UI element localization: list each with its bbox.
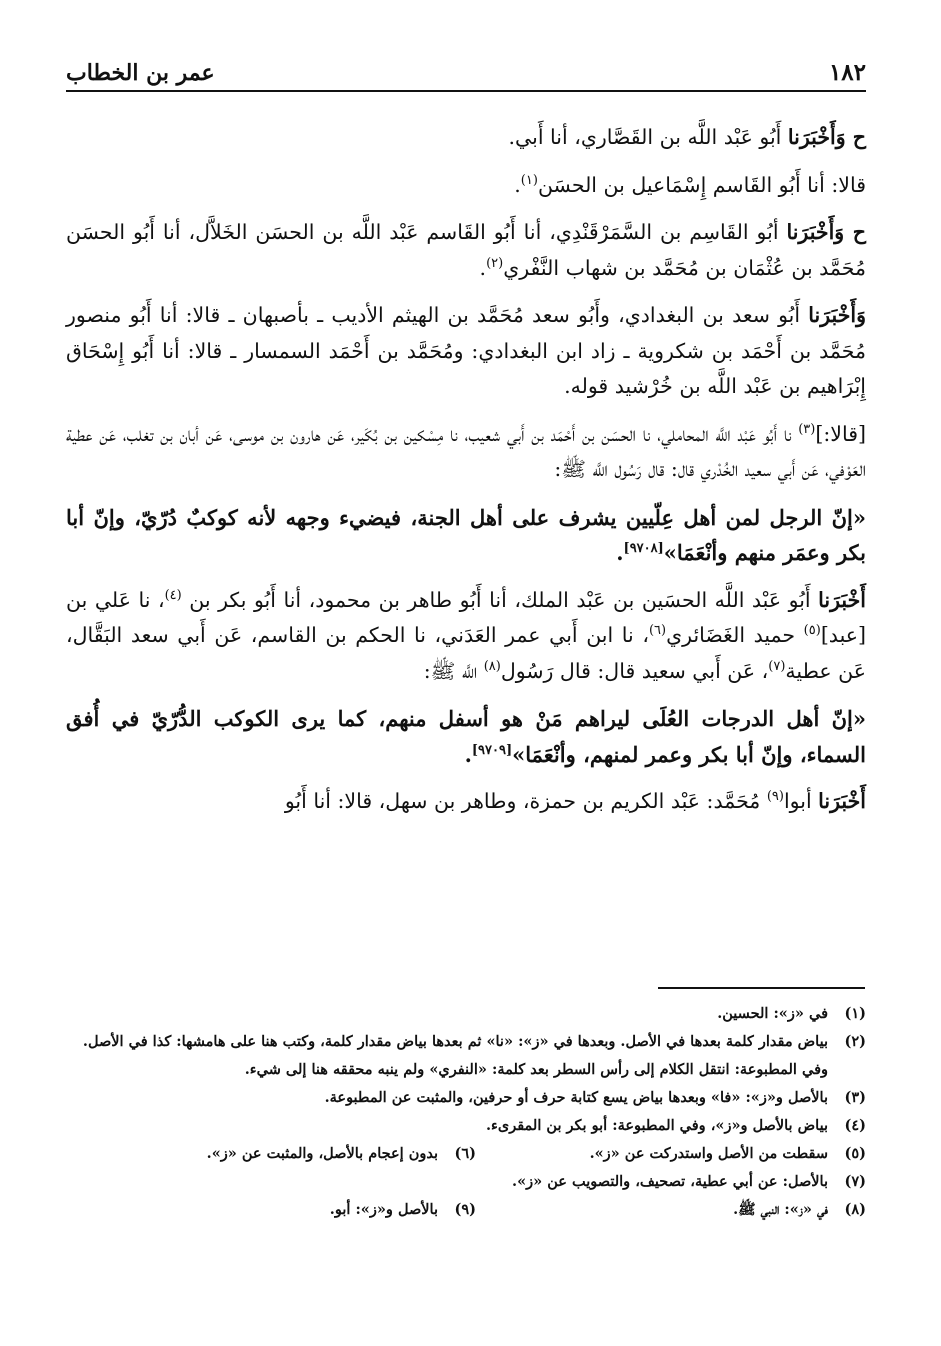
footnote-text: في «ز»: الحسين.	[717, 1005, 828, 1022]
running-title: عمر بن الخطاب	[66, 60, 215, 86]
narration-keyword: ح وَأَخْبَرَنا	[787, 125, 866, 149]
footnote-ref: (٥)	[803, 623, 821, 639]
hadith-number: [٩٧٠٩]	[471, 742, 513, 758]
footnote-separator	[658, 987, 865, 989]
footnote-number: (٧)	[844, 1173, 866, 1190]
hadith-number: [٩٧٠٨]	[623, 541, 664, 556]
hadith-text	[66, 701, 866, 772]
paragraph-text: مُحَمَّد: عَبْد الكريم بن حمزة، وطاهر بن سهل، قالا: أنا أَبُو	[284, 789, 767, 813]
hadith-tail: .	[616, 540, 624, 565]
main-text	[66, 120, 866, 832]
footnote-text: بياض بالأصل و«ز»، وفي المطبوعة: أبو بكر بن المقرىء.	[485, 1117, 828, 1134]
footnote	[86, 1140, 476, 1168]
footnote	[66, 1000, 866, 1028]
paragraph-text: ، عَن أَبي سعيد قال: قال رَسُول	[500, 658, 769, 683]
footnote-number: (٩)	[454, 1201, 476, 1218]
footnote-ref: (٧)	[768, 658, 786, 674]
footnote-ref: (٦)	[648, 623, 667, 639]
isnad-paragraph	[66, 120, 866, 156]
paragraph-text: أَبُو سعد بن البغدادي، وأَبُو سعد مُحَمَّد بن الهيثم الأديب ـ بأصبهان ـ قالا: أنا أَبُو منصور مُحَمَّد بن أَحْمَد بن شكروية ـ زاد ابن البغدادي: ومُحَمَّد بن أَحْمَد السمسار ـ قالا: أنا أَبُو إِسْحَاق إِبْرَاهيم بن عَبْد اللَّه بن خُرْشيد قوله.	[66, 303, 866, 398]
hadith-text	[66, 500, 866, 571]
paragraph-text: اللَّه ﷺ:	[423, 658, 484, 683]
paragraph-text: ، نا عَلي بن [عبد]	[66, 587, 866, 647]
paragraph-text: أَبُو عَبْد اللَّه بن القَصَّاري، أنا أَبي.	[508, 125, 788, 149]
footnote-text: بالأصل و«ز»: أبو.	[329, 1201, 438, 1218]
footnote-text: بالأصل و«ز»: «فا» وبعدها بياض يسع كتابة حرف أو حرفين، والمثبت عن المطبوعة.	[324, 1089, 828, 1106]
paragraph-tail: .	[479, 255, 487, 280]
footnote-text: وفي المطبوعة: انتقل الكلام إلى رأس السطر بعد كلمة: «النفري» ولم ينبه محققه هنا إلى شيء.	[244, 1061, 828, 1078]
paragraph-text: أبُو القَاسِم بن السَّمَرْقَنْدِي، أنا أَبُو القَاسم عَبْد اللَّه بن الحسَن الخَلاَّل، أنا أَبُو الحسَن مُحَمَّد بن عُثْمَان بن مُحَمَّد بن شهاب النَّفْري	[66, 220, 866, 280]
footnote-pair	[66, 1196, 866, 1224]
paragraph-text: أبوا	[783, 789, 819, 813]
isnad-paragraph	[66, 583, 866, 690]
hadith-body: «إنّ أهل الدرجات العُلَى ليراهم مَنْ هو أسفل منهم، كما يرى الكوكب الدُّرّيّ في أُفق السماء، وإنّ أبا بكر وعمر لمنهم، وأنْعَمَا»	[66, 706, 866, 767]
footnote-text: سقطت من الأصل واستدركت عن «ز».	[589, 1145, 828, 1162]
paragraph-text: [قالا:]	[815, 421, 866, 446]
footnote	[476, 1140, 866, 1168]
narration-keyword: ح وَأَخْبَرَنا	[786, 220, 866, 244]
footnote-ref: (٩)	[766, 789, 784, 805]
footnote	[66, 1168, 866, 1196]
isnad-paragraph	[66, 298, 866, 405]
footnote-ref: (٨)	[483, 658, 501, 674]
footnote-number: (٥)	[844, 1145, 866, 1162]
footnote-pair	[66, 1140, 866, 1168]
footnote-number: (٤)	[844, 1117, 866, 1134]
isnad-paragraph	[66, 168, 866, 204]
footnote-number: (٢)	[844, 1033, 866, 1050]
footnote-ref: (٣)	[798, 421, 816, 437]
footnotes	[66, 1000, 866, 1224]
footnote	[476, 1196, 866, 1224]
hadith-tail: .	[464, 741, 472, 767]
isnad-paragraph	[66, 215, 866, 286]
paragraph-tail: نا أَبُو عَبْد اللَّه المحاملي، نا الحسَن بن أَحْمَد بن أَبي شعيب، نا مِسْكين بن بُكَير، عَن هارون بن موسى، عَن أبان بن تغلب، عَن عطية العَوْفي، عَن أَبي سعيد الخُدْري قال: قال رَسُول اللَّه ﷺ:	[66, 421, 866, 481]
paragraph-text: قالا: أنا أَبُو القَاسم إِسْمَاعيل بن الحسَن	[537, 172, 866, 197]
isnad-paragraph	[66, 417, 866, 488]
narration-keyword: وَأَخْبَرَنا	[808, 303, 866, 327]
footnote-ref: (٢)	[486, 255, 504, 271]
page-number: ١٨٢	[828, 59, 866, 86]
footnote-ref: (١)	[520, 172, 538, 188]
narration-keyword: أَخْبَرَنا	[818, 587, 866, 612]
paragraph-text: ، نا ابن أَبي عمر العَدَني، نا الحكم بن القاسم، عَن أَبي سعد البَقَّال، عَن عطية	[66, 623, 866, 683]
paragraph-text: حميد الغَضَائري	[666, 623, 804, 647]
footnote-number: (٨)	[844, 1201, 866, 1218]
footnote-text: في «ز»: النبي ﷺ.	[733, 1201, 828, 1218]
page-header	[66, 52, 866, 92]
hadith-body: «إنّ الرجل لمن أهل عِلّيين يشرف على أهل الجنة، فيضيء وجهه لأنه كوكبٌ دُرّيّ، وإنّ أبا بكر وعمَر منهم وأنْعَمَا»	[66, 504, 866, 565]
footnote	[66, 1112, 866, 1140]
footnote	[66, 1084, 866, 1112]
footnote-number: (١)	[844, 1005, 866, 1022]
narration-keyword: أَخْبَرَنا	[818, 789, 866, 813]
footnote-number: (٦)	[454, 1145, 476, 1162]
footnote	[66, 1028, 866, 1056]
paragraph-tail: .	[514, 172, 521, 197]
footnote-ref: (٤)	[164, 587, 182, 603]
footnote-continuation	[66, 1056, 866, 1084]
paragraph-text: أَبُو عَبْد اللَّه الحسَين بن عَبْد الملك، أنا أَبُو طاهر بن محمود، أنا أَبُو بكر بن	[181, 587, 819, 612]
footnote-text: بياض مقدار كلمة بعدها في الأصل. وبعدها في «ز»: «نا» ثم بعدها بياض مقدار كلمة، وكتب هنا على هامشها: كذا في الأصل.	[82, 1033, 828, 1050]
footnote	[86, 1196, 476, 1224]
footnote-text: بالأصل: عن أبي عطية، تصحيف، والتصويب عن «ز».	[512, 1173, 828, 1190]
footnote-text: بدون إعجام بالأصل، والمثبت عن «ز».	[206, 1145, 438, 1162]
isnad-paragraph	[66, 784, 866, 820]
footnote-number: (٣)	[844, 1089, 866, 1106]
